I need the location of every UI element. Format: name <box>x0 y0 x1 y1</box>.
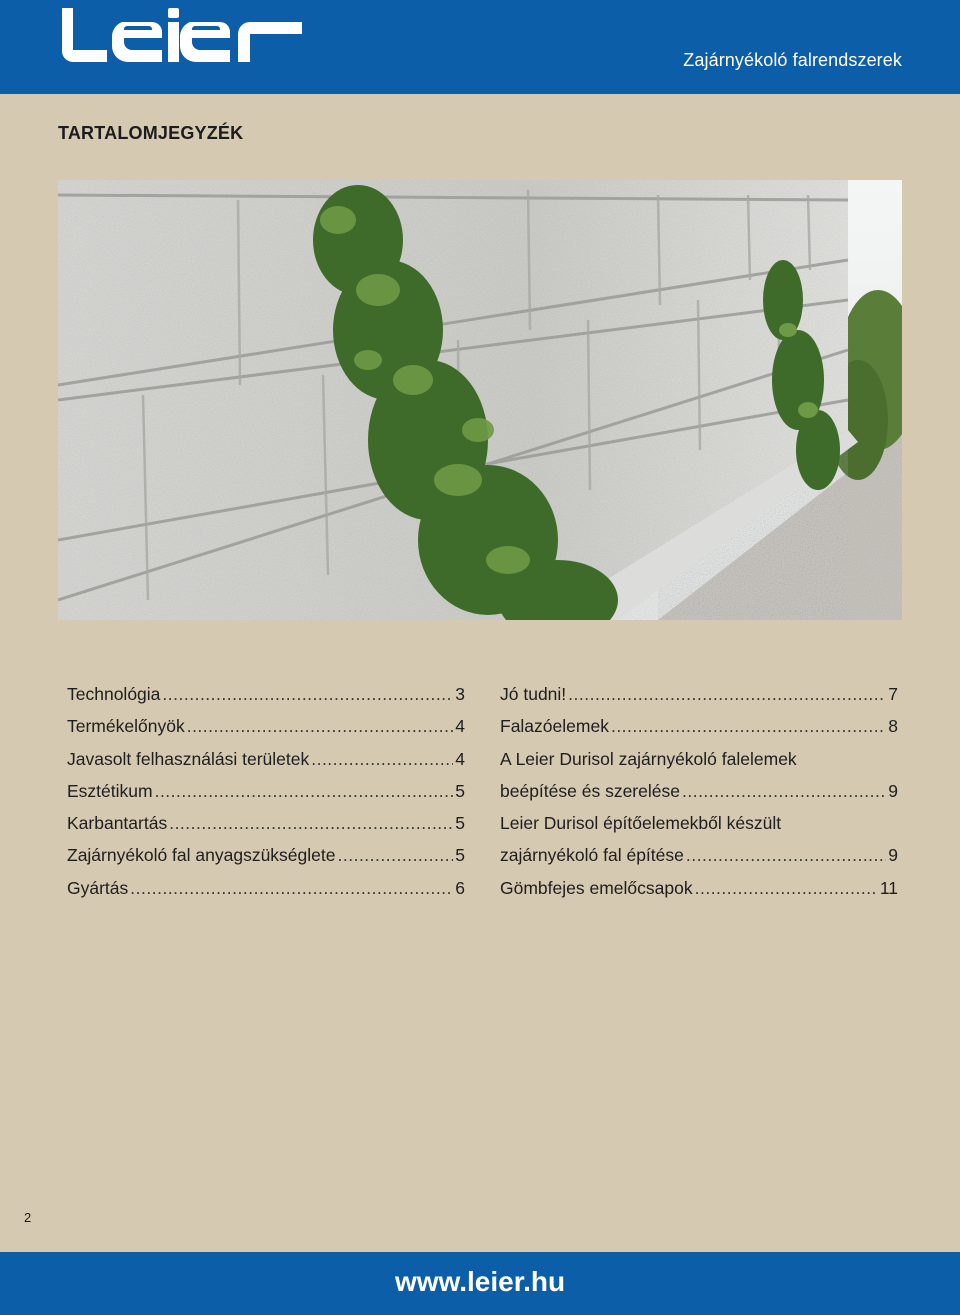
toc-entry-label: Karbantartás <box>67 813 168 834</box>
toc-entry-page: 3 <box>455 684 465 704</box>
toc-dot-leader <box>162 684 453 705</box>
toc-entry-page: 4 <box>455 748 465 769</box>
website-link[interactable]: www.leier.hu <box>394 1266 566 1297</box>
toc-entry-continued[interactable] <box>500 749 898 781</box>
toc-entry[interactable] <box>67 716 465 748</box>
leier-logo <box>56 4 306 68</box>
toc-dot-leader <box>568 684 886 705</box>
toc-entry-page: 11 <box>879 877 898 898</box>
noise-wall-image <box>58 180 902 620</box>
toc-dot-leader <box>187 716 454 737</box>
toc-entry-label: Technológia <box>67 684 161 704</box>
toc-entry-label: Gömbfejes emelőcsapok <box>500 877 693 898</box>
toc-entry-label: Leier Durisol építőelemekből készült <box>500 813 782 834</box>
header-tagline: Zajárnyékoló falrendszerek <box>683 50 902 70</box>
toc-dot-leader <box>695 878 878 899</box>
toc-entry[interactable] <box>500 781 898 813</box>
toc-dot-leader <box>611 716 886 737</box>
toc-dot-leader <box>686 845 886 866</box>
toc-entry[interactable] <box>67 781 465 813</box>
toc-entry-label: Jó tudni! <box>500 684 567 704</box>
toc-entry[interactable] <box>500 878 898 910</box>
toc-dot-leader <box>130 878 453 899</box>
toc-dot-leader <box>155 781 454 802</box>
toc-left-column <box>67 684 465 910</box>
toc-entry-label: Gyártás <box>67 877 129 898</box>
toc-entry[interactable] <box>500 845 898 877</box>
toc-entry-continued[interactable] <box>500 813 898 845</box>
toc-dot-leader <box>169 813 453 834</box>
toc-entry-label: Esztétikum <box>67 780 153 801</box>
toc-entry[interactable] <box>67 878 465 910</box>
toc-entry-page: 7 <box>888 684 898 704</box>
toc-entry-label: Zajárnyékoló fal anyagszükséglete <box>67 845 336 866</box>
toc-entry-page: 5 <box>455 813 465 834</box>
toc-entry-label: zajárnyékoló fal építése <box>500 845 684 866</box>
toc-dot-leader <box>338 845 454 866</box>
toc-entry-label: Falazóelemek <box>500 716 609 737</box>
toc-dot-leader <box>682 781 886 802</box>
toc-entry[interactable] <box>67 813 465 845</box>
page-number: 2 <box>24 1210 32 1225</box>
toc-entry[interactable] <box>67 684 465 716</box>
toc-entry-label: Termékelőnyök <box>67 716 185 737</box>
toc-title: TARTALOMJEGYZÉK <box>58 123 244 143</box>
toc-entry[interactable] <box>500 716 898 748</box>
toc-right-column <box>500 684 898 910</box>
footer-bar <box>0 1252 960 1315</box>
toc-entry[interactable] <box>67 845 465 877</box>
toc-entry[interactable] <box>500 684 898 716</box>
toc-entry-page: 4 <box>455 716 465 737</box>
toc-entry-label: beépítése és szerelése <box>500 780 680 801</box>
toc-entry-page: 9 <box>888 780 898 801</box>
toc-dot-leader <box>311 749 453 770</box>
wall-photo <box>58 180 902 620</box>
toc-entry[interactable] <box>67 749 465 781</box>
toc-entry-page: 5 <box>455 845 465 866</box>
toc-entry-label: Javasolt felhasználási területek <box>67 748 310 769</box>
header-bar <box>0 0 960 94</box>
toc-entry-page: 8 <box>888 716 898 737</box>
toc-entry-page: 5 <box>455 780 465 801</box>
toc-entry-page: 6 <box>455 877 465 898</box>
toc-entry-label: A Leier Durisol zajárnyékoló falelemek <box>500 748 797 769</box>
toc-entry-page: 9 <box>888 845 898 866</box>
